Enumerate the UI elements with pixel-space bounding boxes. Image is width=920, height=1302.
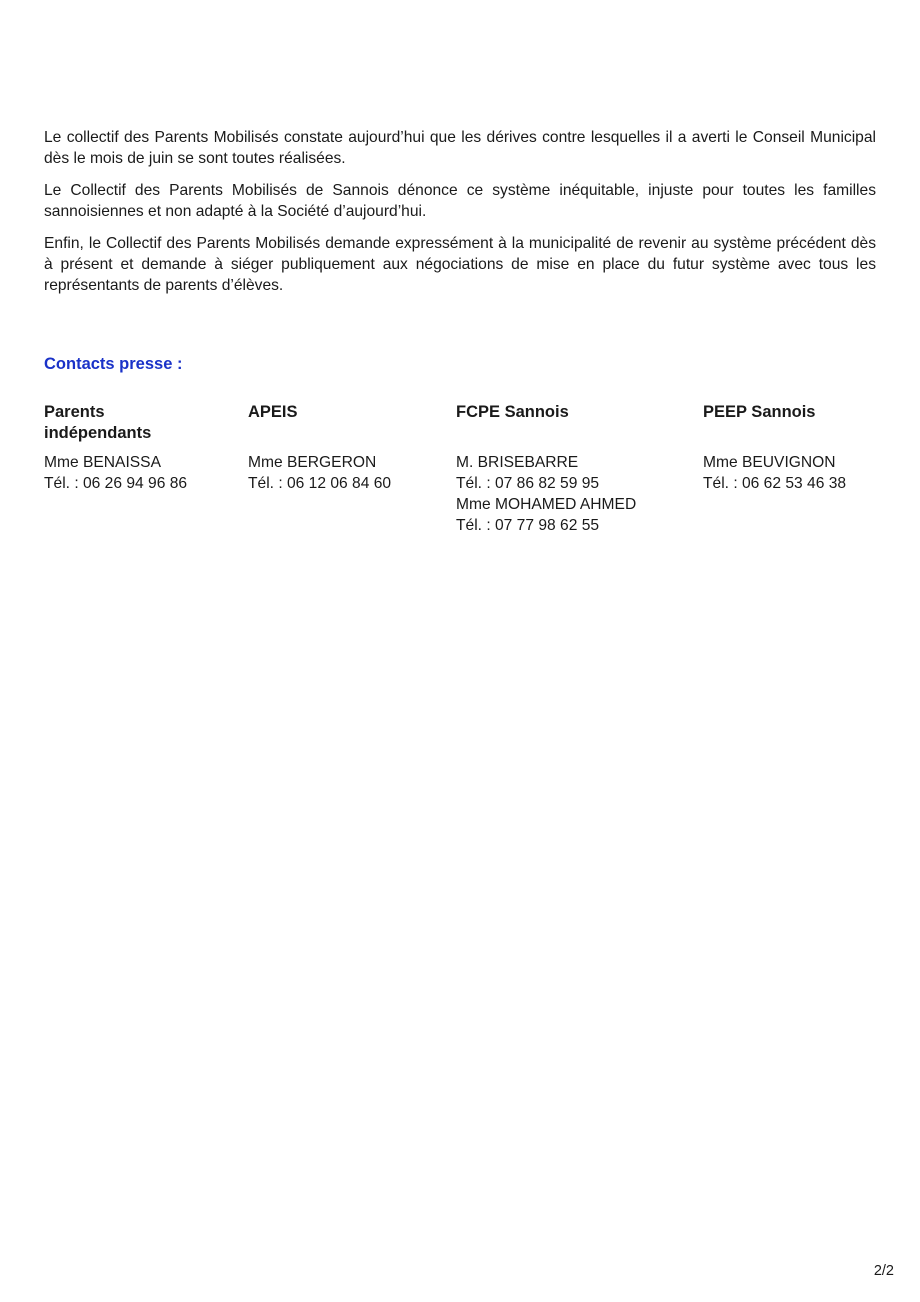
paragraph-3: Enfin, le Collectif des Parents Mobilisés demande expressément à la municipalité de revenir au système précédent dès à présent et demande à siéger publiquement aux négociations de mise en place du futur système avec tous les représentants de parents d’élèves. xyxy=(44,235,876,294)
contact-org: Parents indépendants xyxy=(44,403,152,442)
contact-phone: Tél. : 06 26 94 96 86 xyxy=(44,475,188,492)
contact-name: Mme BEUVIGNON xyxy=(703,454,836,471)
contact-org: APEIS xyxy=(248,403,298,421)
contact-name: M. BRISEBARRE xyxy=(456,454,579,471)
contact-apeis xyxy=(248,402,428,494)
contact-name: Mme BERGERON xyxy=(248,454,377,471)
contact-phone: Tél. : 06 12 06 84 60 xyxy=(248,475,392,492)
contact-fcpe-sannois xyxy=(456,402,676,536)
contact-name: Mme BENAISSA xyxy=(44,454,161,471)
paragraph-1: Le collectif des Parents Mobilisés constate aujourd’hui que les dérives contre lesquelles il a averti le Conseil Municipal dès le mois de juin se sont toutes réalisées. xyxy=(44,129,876,167)
body-text xyxy=(44,127,876,307)
page-number: 2/2 xyxy=(873,1263,894,1279)
contact-phone: Tél. : 06 62 53 46 38 xyxy=(703,475,847,492)
contacts-section xyxy=(0,402,920,552)
contact-parents-independants xyxy=(44,402,188,494)
contact-org: FCPE Sannois xyxy=(456,403,569,421)
contact-name: Mme MOHAMED AHMED xyxy=(456,496,637,513)
contact-peep-sannois xyxy=(703,402,883,494)
contact-org: PEEP Sannois xyxy=(703,403,816,421)
contact-phone: Tél. : 07 77 98 62 55 xyxy=(456,517,600,534)
contact-phone: Tél. : 07 86 82 59 95 xyxy=(456,475,600,492)
contacts-heading: Contacts presse : xyxy=(44,355,183,373)
paragraph-2: Le Collectif des Parents Mobilisés de Sannois dénonce ce système inéquitable, injuste pour toutes les familles sannoisiennes et non adapté à la Société d’aujourd’hui. xyxy=(44,182,876,220)
